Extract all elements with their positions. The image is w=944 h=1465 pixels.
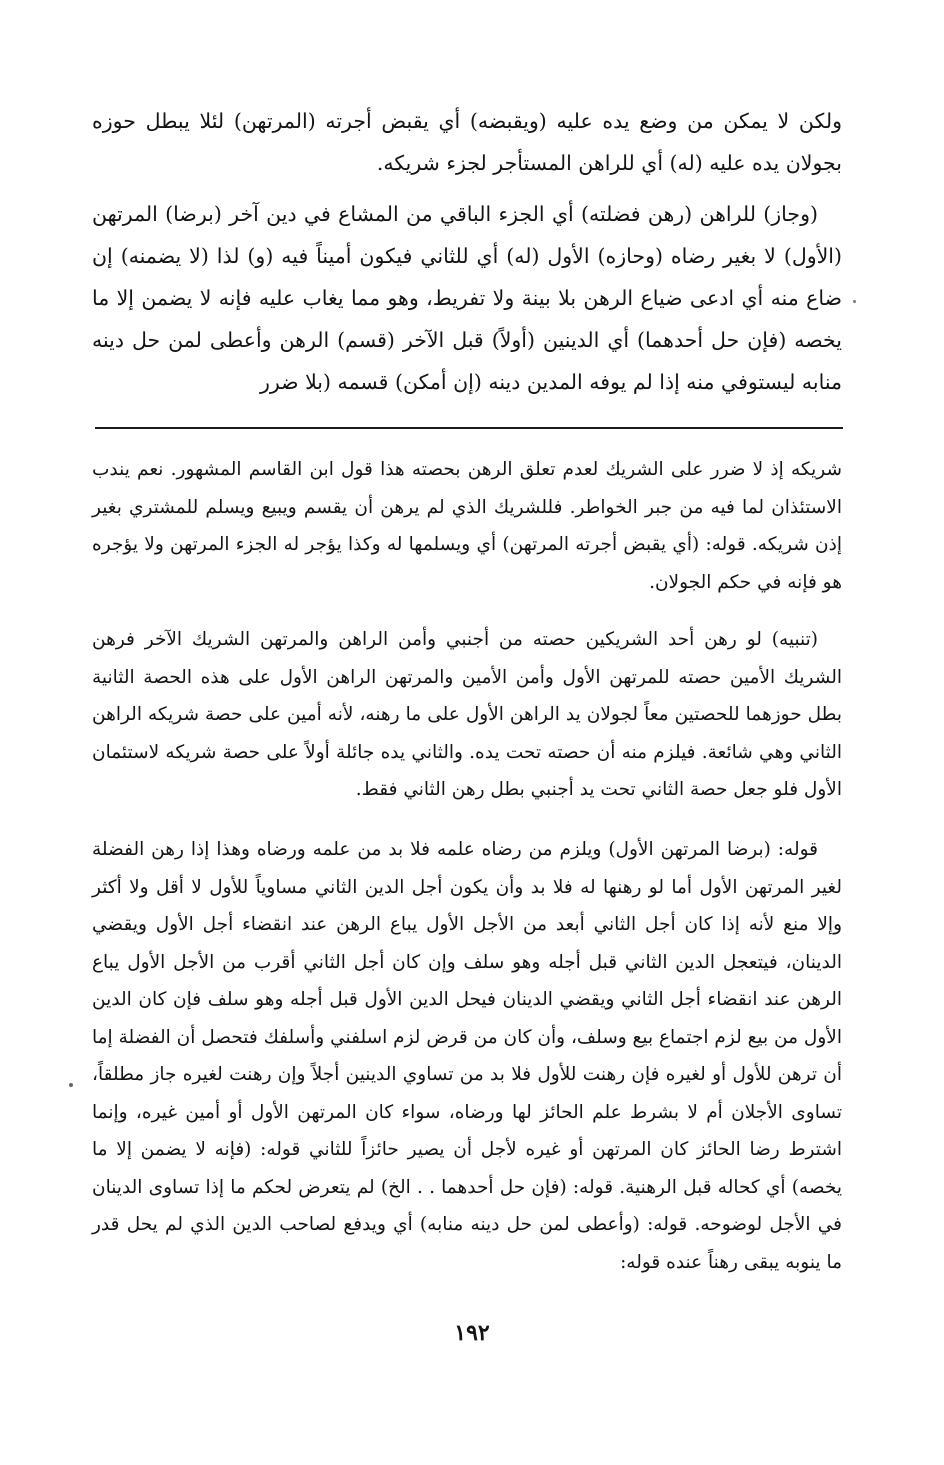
footnote-divider: [95, 427, 843, 429]
footnote-paragraph-1: شريكه إذ لا ضرر على الشريك لعدم تعلق الرهن بحصته هذا قول ابن القاسم المشهور. نعم يندب الاستئذان لما فيه من جبر الخواطر. فللشريك الذي لم يرهن أن يقسم ويبيع ويسلم للمشتري بغير إذن شريكه. قوله: (أي يقبض أجرته المرتهن) أي ويسلمها له وكذا يؤجر له الجزء المرتهن ولا يؤجره هو فإنه في حكم الجولان.: [92, 459, 842, 593]
page-number: ١٩٢: [454, 1320, 490, 1346]
margin-speck: [853, 300, 856, 303]
margin-speck: [69, 1083, 73, 1087]
main-text-paragraph-2: (وجاز) للراهن (رهن فضلته) أي الجزء الباقي من المشاع في دين آخر (برضا) المرتهن (الأول) لا بغير رضاه (وحازه) الأول (له) أي للثاني فيكون أميناً فيه (و) لذا (لا يضمنه) إن ضاع منه أي ادعى ضياع الرهن بلا بينة ولا تفريط، وهو مما يغاب عليه فإنه لا يضمن إلا ما يخصه (فإن حل أحدهما) أي الدينين (أولاً) قبل الآخر (قسم) الرهن وأعطى لمن حل دينه منابه ليستوفي منه إذا لم يوفه المدين دينه (إن أمكن) قسمه (بلا ضرر: [92, 202, 842, 394]
main-text-paragraph-1: ولكن لا يمكن من وضع يده عليه (ويقبضه) أي يقبض أجرته (المرتهن) لئلا يبطل حوزه بجولان يده عليه (له) أي للراهن المستأجر لجزء شريكه.: [92, 109, 842, 175]
footnote-paragraph-2: (تنبيه) لو رهن أحد الشريكين حصته من أجنبي وأمن الراهن والمرتهن الشريك الآخر فرهن الشريك الأمين حصته للمرتهن الأول وأمن الأمين والمرتهن الراهن الأول على هذه الحصة الثانية بطل حوزهما للحصتين معاً لجولان يد الراهن الأول على ما رهنه، لأنه أمين على حصة شريكه الراهن الثاني وهي شائعة. فيلزم منه أن حصته تحت يده. والثاني يده جائلة أولاً على حصة شريكه لاستئمان الأول فلو جعل حصة الثاني تحت يد أجنبي بطل رهن الثاني فقط.: [92, 629, 842, 800]
footnote-paragraph-3: قوله: (برضا المرتهن الأول) ويلزم من رضاه علمه فلا بد من علمه ورضاه وهذا إذا رهن الفضلة لغير المرتهن الأول أما لو رهنها له فلا بد وأن يكون أجل الدين الثاني مساوياً للأول لا أقل ولا أكثر وإلا منع لأنه إذا كان أجل الثاني أبعد من الأجل الأول يباع الرهن عند انقضاء أجل الأول ويقضي الدينان، فيتعجل الدين الثاني قبل أجله وهو سلف وإن كان أجل الثاني أقرب من الأجل الأول يباع الرهن عند انقضاء أجل الثاني ويقضي الدينان فيحل الدين الأول قبل أجله وهو سلف فإن كان الدين الأول من بيع لزم اجتماع بيع وسلف، وأن كان من قرض لزم اسلفني وأسلفك فتحصل أن الفضلة إما أن ترهن للأول أو لغيره فإن رهنت للأول فلا بد من تساوي الدينين أجلاً وإن رهنت لغيره جاز مطلقاً، تساوى الأجلان أم لا بشرط علم الحائز لها ورضاه، سواء كان المرتهن الأول أو أمين غيره، وإنما اشترط رضا الحائز كان المرتهن أو غيره لأجل أن يصير حائزاً للثاني قوله: (فإنه لا يضمن إلا ما يخصه) أي كحاله قبل الرهنية. قوله: (فإن حل أحدهما . . الخ) لم يتعرض لحكم ما إذا تساوى الدينان في الأجل لوضوحه. قوله: (وأعطى لمن حل دينه منابه) أي ويدفع لصاحب الدين الذي لم يحل قدر ما ينوبه يبقى رهناً عنده قوله:: [92, 839, 842, 1273]
